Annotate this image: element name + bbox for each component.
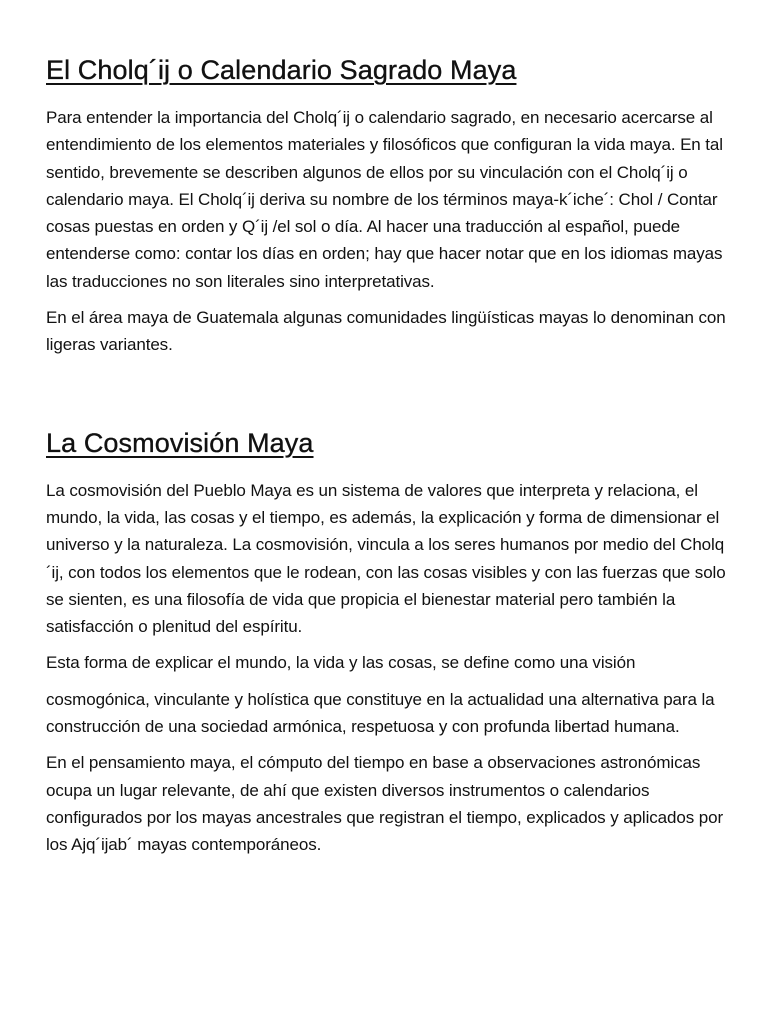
- section-cosmovision: [46, 423, 728, 859]
- paragraph: cosmogónica, vinculante y holística que constituye en la actualidad una alternativa para la construcción de una sociedad armónica, respetuosa y con profunda libertad humana.: [46, 689, 715, 737]
- paragraph: Esta forma de explicar el mundo, la vida y las cosas, se define como una visión: [46, 653, 636, 673]
- section-heading-cosmovision: La Cosmovisión Maya: [46, 427, 314, 458]
- paragraph: En el pensamiento maya, el cómputo del tiempo en base a observaciones astronómicas ocupa un lugar relevante, de ahí que existen diversos instrumentos o calendarios configurados por los mayas ancestrales que registran el tiempo, explicados y aplicados por los Ajq´ijab´ mayas contemporáneos.: [46, 753, 724, 855]
- section-heading-cholqij: El Cholq´ij o Calendario Sagrado Maya: [46, 55, 517, 85]
- paragraph: En el área maya de Guatemala algunas comunidades lingüísticas mayas lo denominan con ligeras variantes.: [46, 308, 726, 355]
- paragraph: La cosmovisión del Pueblo Maya es un sistema de valores que interpreta y relaciona, el mundo, la vida, las cosas y el tiempo, es además, la explicación y forma de dimensionar el universo y la naturaleza. La cosmovisión, vincula a los seres humanos por medio del Cholq´ij, con todos los elementos que le rodean, con las cosas visibles y con las fuerzas que solo se sienten, es una filosofía de vida que propicia el bienestar material pero también la satisfacción o plenitud del espíritu.: [46, 480, 726, 637]
- paragraph: Para entender la importancia del Cholq´ij o calendario sagrado, en necesario acercarse al entendimiento de los elementos materiales y filosóficos que configuran la vida maya. En tal sentido, brevemente se describen algunos de ellos por su vinculación con el Cholq´ij o calendario maya. El Cholq´ij deriva su nombre de los términos maya-k´iche´: Chol / Contar cosas puestas en orden y Q´ij /el sol o día. Al hacer una traducción al español, puede entenderse como: contar los días en orden; hay que hacer notar que en los idiomas mayas las traducciones no son literales sino interpretativas.: [46, 108, 723, 291]
- section-cholqij: [46, 50, 728, 359]
